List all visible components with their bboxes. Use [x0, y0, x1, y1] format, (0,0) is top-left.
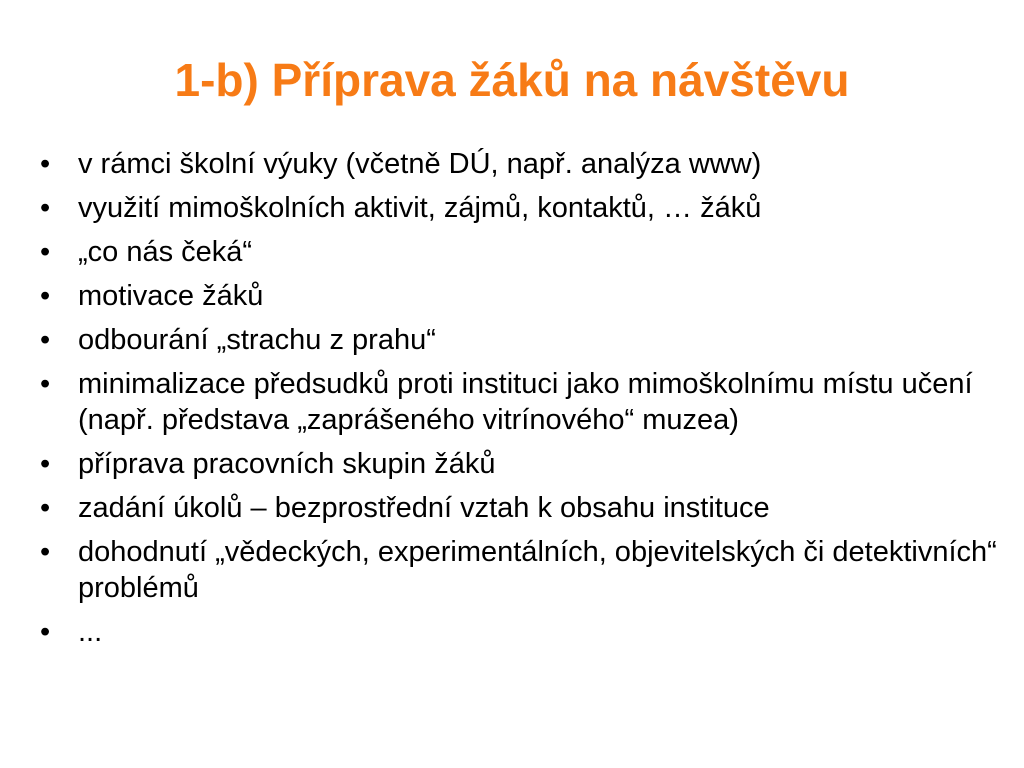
list-item	[40, 614, 1000, 650]
list-item-text: využití mimoškolních aktivit, zájmů, kontaktů, … žáků	[78, 192, 762, 224]
bullet-icon: •	[40, 280, 51, 312]
bullet-icon: •	[40, 236, 51, 268]
list-item-text: odbourání „strachu z prahu“	[78, 324, 436, 356]
list-item	[40, 534, 1000, 606]
bullet-icon: •	[40, 492, 51, 524]
bullet-icon: •	[40, 324, 51, 356]
bullet-icon: •	[40, 448, 51, 480]
bullet-icon: •	[40, 368, 51, 400]
list-item	[40, 490, 1000, 526]
bullet-icon: •	[40, 616, 51, 648]
list-item	[40, 146, 1000, 182]
list-item-text: minimalizace předsudků proti instituci jako mimoškolnímu místu učení (např. představa „zaprášeného vitrínového“ muzea)	[78, 368, 973, 436]
list-item	[40, 278, 1000, 314]
bullet-icon: •	[40, 536, 51, 568]
list-item-text: příprava pracovních skupin žáků	[78, 448, 496, 480]
list-item-text: ...	[78, 616, 103, 648]
list-item-text: v rámci školní výuky (včetně DÚ, např. analýza www)	[78, 148, 762, 180]
bullet-icon: •	[40, 148, 51, 180]
list-item-text: dohodnutí „vědeckých, experimentálních, objevitelských či detektivních“ problémů	[78, 536, 997, 604]
list-item	[40, 234, 1000, 270]
slide-title: 1-b) Příprava žáků na návštěvu	[174, 54, 850, 106]
list-item-text: „co nás čeká“	[78, 236, 253, 268]
bullet-list	[40, 146, 1000, 658]
bullet-icon: •	[40, 192, 51, 224]
list-item-text: zadání úkolů – bezprostřední vztah k obsahu instituce	[78, 492, 770, 524]
list-item	[40, 446, 1000, 482]
list-item	[40, 366, 1000, 438]
list-item	[40, 322, 1000, 358]
list-item-text: motivace žáků	[78, 280, 264, 312]
list-item	[40, 190, 1000, 226]
